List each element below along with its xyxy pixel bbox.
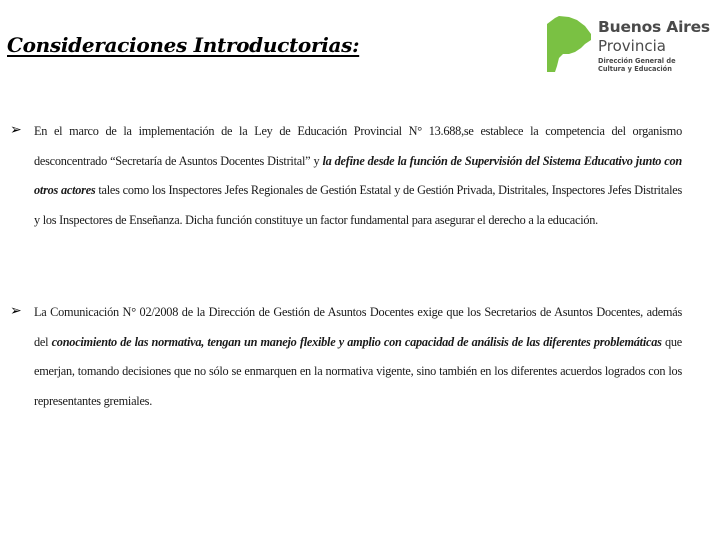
bullet-paragraph xyxy=(34,298,682,416)
bullet-marker: ➢ xyxy=(10,303,22,319)
paragraph-emphasis: la define desde la función de Supervisión del Sistema Educativo junto con otros actores xyxy=(34,153,682,198)
logo-line-buenos-aires: Buenos Aires xyxy=(598,18,710,36)
paragraph-text: tales como los Inspectores Jefes Regionales de Gestión Estatal y de Gestión Privada, Distritales, Inspectores Jefes Distritales y los Inspectores de Enseñanza. Dicha función constituye un factor fundamental para asegurar el derecho a la educación. xyxy=(34,183,682,227)
logo-line-provincia: Provincia xyxy=(598,37,666,55)
paragraph-emphasis: conocimiento de las normativa, tengan un manejo flexible y amplio con capacidad de análisis de las diferentes problemáticas xyxy=(51,334,662,349)
province-shape xyxy=(547,16,591,72)
paragraph-text: En el marco de la implementación de la Ley de Educación Provincial N° 13.688,se establece la competencia del organismo desconcentrado “Secretaría de Asuntos Docentes Distrital” y xyxy=(34,124,682,168)
buenos-aires-provincia-logo xyxy=(545,14,710,74)
paragraph-text: La Comunicación N° 02/2008 de la Dirección de Gestión de Asuntos Docentes exige que los Secretarios de Asuntos Docentes, además del xyxy=(34,305,682,349)
logo-line-cultura: Cultura y Educación xyxy=(598,65,672,73)
paragraph-text: que emerjan, tomando decisiones que no sólo se enmarquen en la normativa vigente, sino también en los diferentes acuerdos logrados con los representantes gremiales. xyxy=(34,334,682,408)
bullet-paragraph xyxy=(34,117,682,235)
logo-line-direccion: Dirección General de xyxy=(598,57,676,65)
province-map-icon xyxy=(545,14,595,74)
bullet-marker: ➢ xyxy=(10,122,22,138)
slide-title: Consideraciones Introductorias: xyxy=(7,33,360,57)
